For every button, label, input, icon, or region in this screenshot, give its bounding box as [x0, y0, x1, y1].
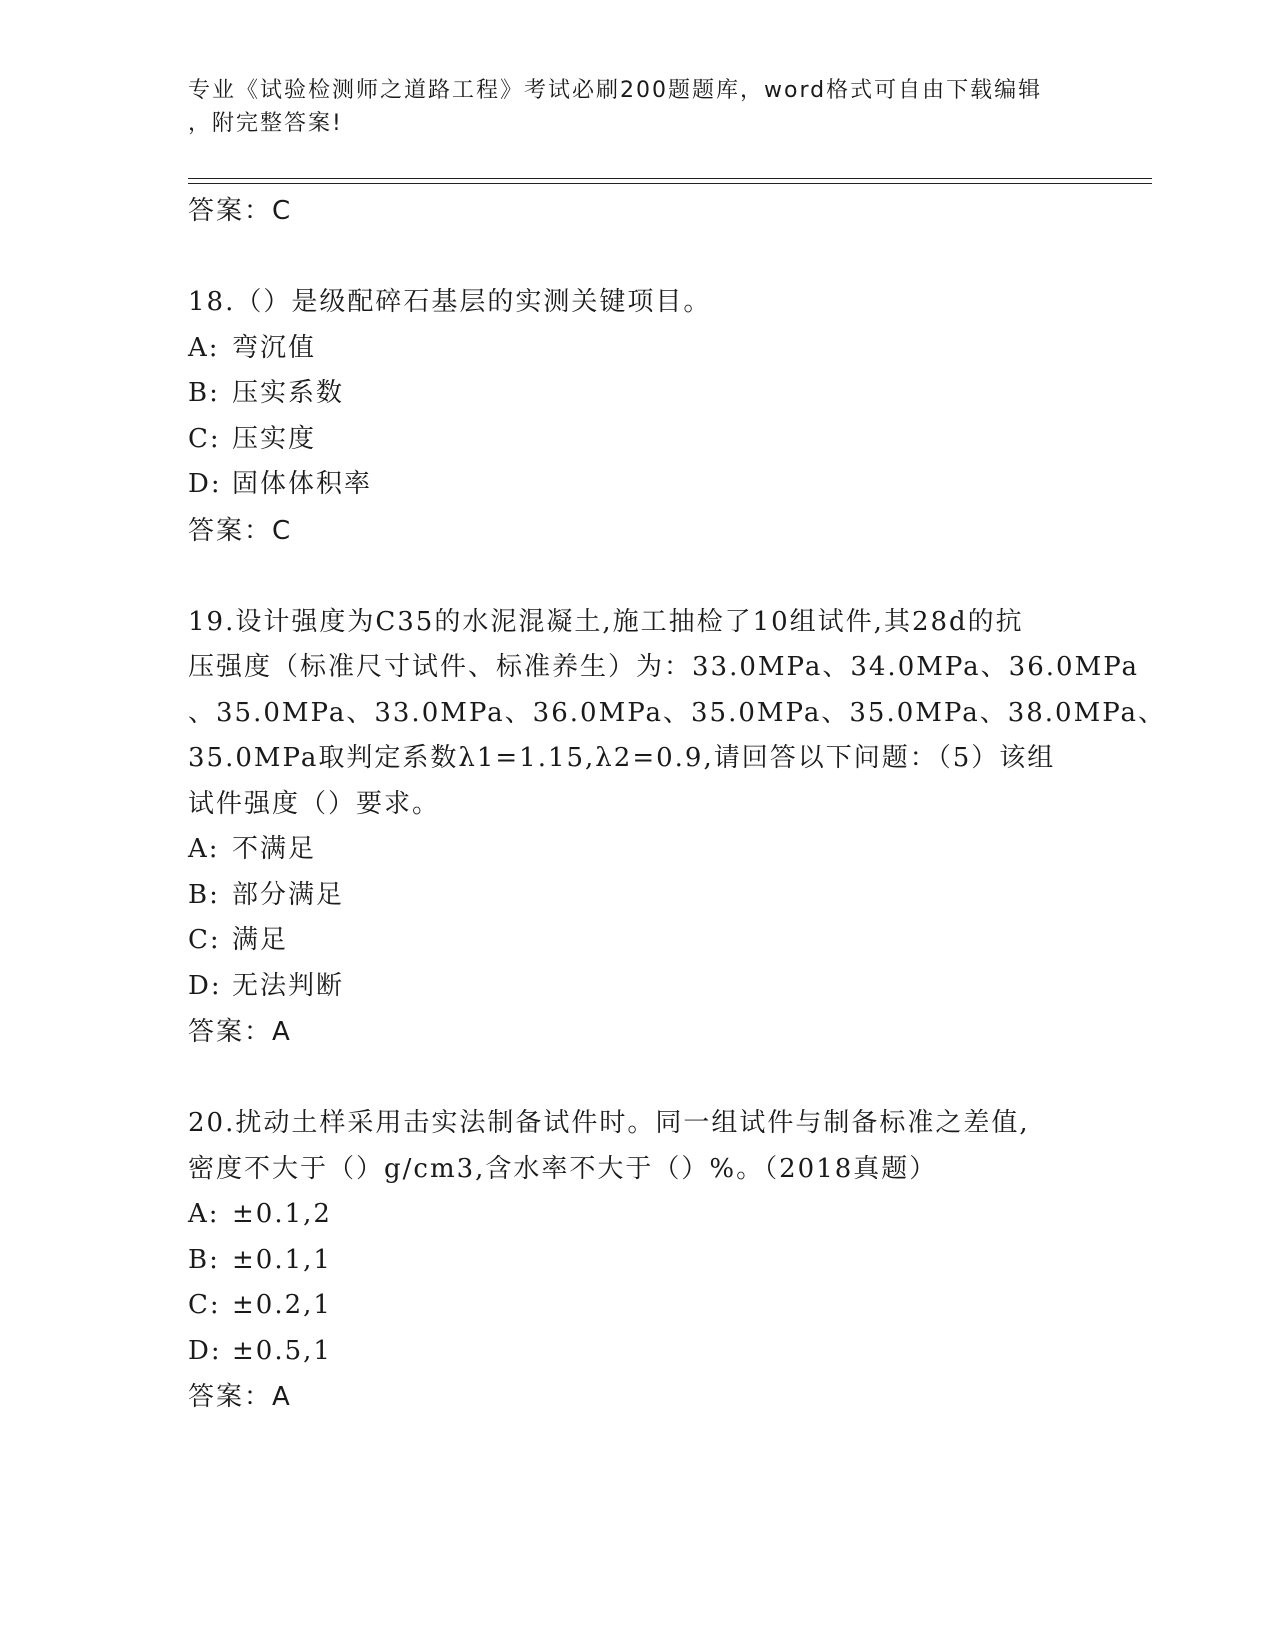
option-key: B:	[188, 1244, 220, 1275]
option-b	[188, 1238, 1088, 1284]
option-d	[188, 964, 1088, 1010]
option-text: 固体体积率	[232, 469, 373, 499]
option-key: C:	[188, 1290, 221, 1320]
question-text-line: 压强度（标准尺寸试件、标准养生）为：33.0MPa、34.0MPa、36.0MPa	[188, 652, 1140, 682]
question-text-line: 20.扰动土样采用击实法制备试件时。同一组试件与制备标准之差值,	[188, 1108, 1030, 1138]
option-d	[188, 462, 1088, 508]
question-18	[188, 280, 1088, 554]
option-key: D:	[188, 469, 222, 499]
option-text: 无法判断	[232, 970, 345, 1001]
option-a	[188, 827, 1088, 873]
option-key: C:	[188, 925, 221, 955]
question-text	[188, 280, 1088, 326]
option-text: ±0.1,1	[232, 1244, 332, 1275]
header-divider-bottom	[188, 183, 1152, 184]
option-a	[188, 1192, 1088, 1238]
option-d	[188, 1329, 1088, 1375]
option-c	[188, 918, 1088, 964]
header-title-line: 专业《试验检测师之道路工程》考试必刷200题题库，word格式可自由下载编辑	[188, 78, 1043, 103]
question-text-line: 18.（）是级配碎石基层的实测关键项目。	[188, 287, 712, 317]
option-key: B:	[188, 879, 220, 910]
option-key: D:	[188, 970, 222, 1001]
question-text-line: 35.0MPa取判定系数λ1=1.15,λ2=0.9,请回答以下问题：（5）该组	[188, 743, 1056, 773]
option-text: ±0.1,2	[232, 1199, 332, 1229]
previous-answer: 答案：C	[188, 196, 293, 226]
option-c	[188, 417, 1088, 463]
header-divider-top	[188, 178, 1152, 179]
question-text-line: 19.设计强度为C35的水泥混凝土,施工抽检了10组试件,其28d的抗	[188, 606, 1024, 637]
option-text: 不满足	[232, 834, 317, 864]
option-b	[188, 873, 1088, 919]
question-text-line: 、35.0MPa、33.0MPa、36.0MPa、35.0MPa、35.0MPa、38.0MPa、	[188, 697, 1167, 728]
option-text: 压实度	[232, 423, 317, 454]
option-text: 部分满足	[232, 879, 345, 910]
question-list	[188, 188, 1167, 1420]
question-text-line: 密度不大于（）g/cm3,含水率不大于（）%。（2018真题）	[188, 1153, 938, 1184]
answer-line: 答案：A	[188, 1382, 292, 1412]
option-key: B:	[188, 378, 220, 408]
document-header	[188, 74, 1088, 140]
option-c	[188, 1283, 1088, 1329]
question-19	[188, 600, 1167, 1056]
option-text: 弯沉值	[232, 332, 317, 363]
option-text: ±0.5,1	[232, 1335, 332, 1366]
header-title-continuation: ，附完整答案!	[188, 111, 343, 136]
question-text	[188, 600, 1167, 828]
option-key: C:	[188, 423, 221, 454]
option-text: 满足	[232, 925, 289, 955]
option-key: A:	[188, 332, 220, 363]
option-text: 压实系数	[232, 378, 345, 408]
answer-line: 答案：A	[188, 1017, 292, 1047]
option-text: ±0.2,1	[232, 1290, 332, 1320]
question-20	[188, 1101, 1088, 1420]
option-key: A:	[188, 1199, 220, 1229]
answer-line: 答案：C	[188, 515, 293, 546]
option-key: A:	[188, 834, 220, 864]
question-text-line: 试件强度（）要求。	[188, 788, 441, 819]
question-text	[188, 1101, 1088, 1192]
option-a	[188, 326, 1088, 372]
option-b	[188, 371, 1088, 417]
option-key: D:	[188, 1335, 222, 1366]
